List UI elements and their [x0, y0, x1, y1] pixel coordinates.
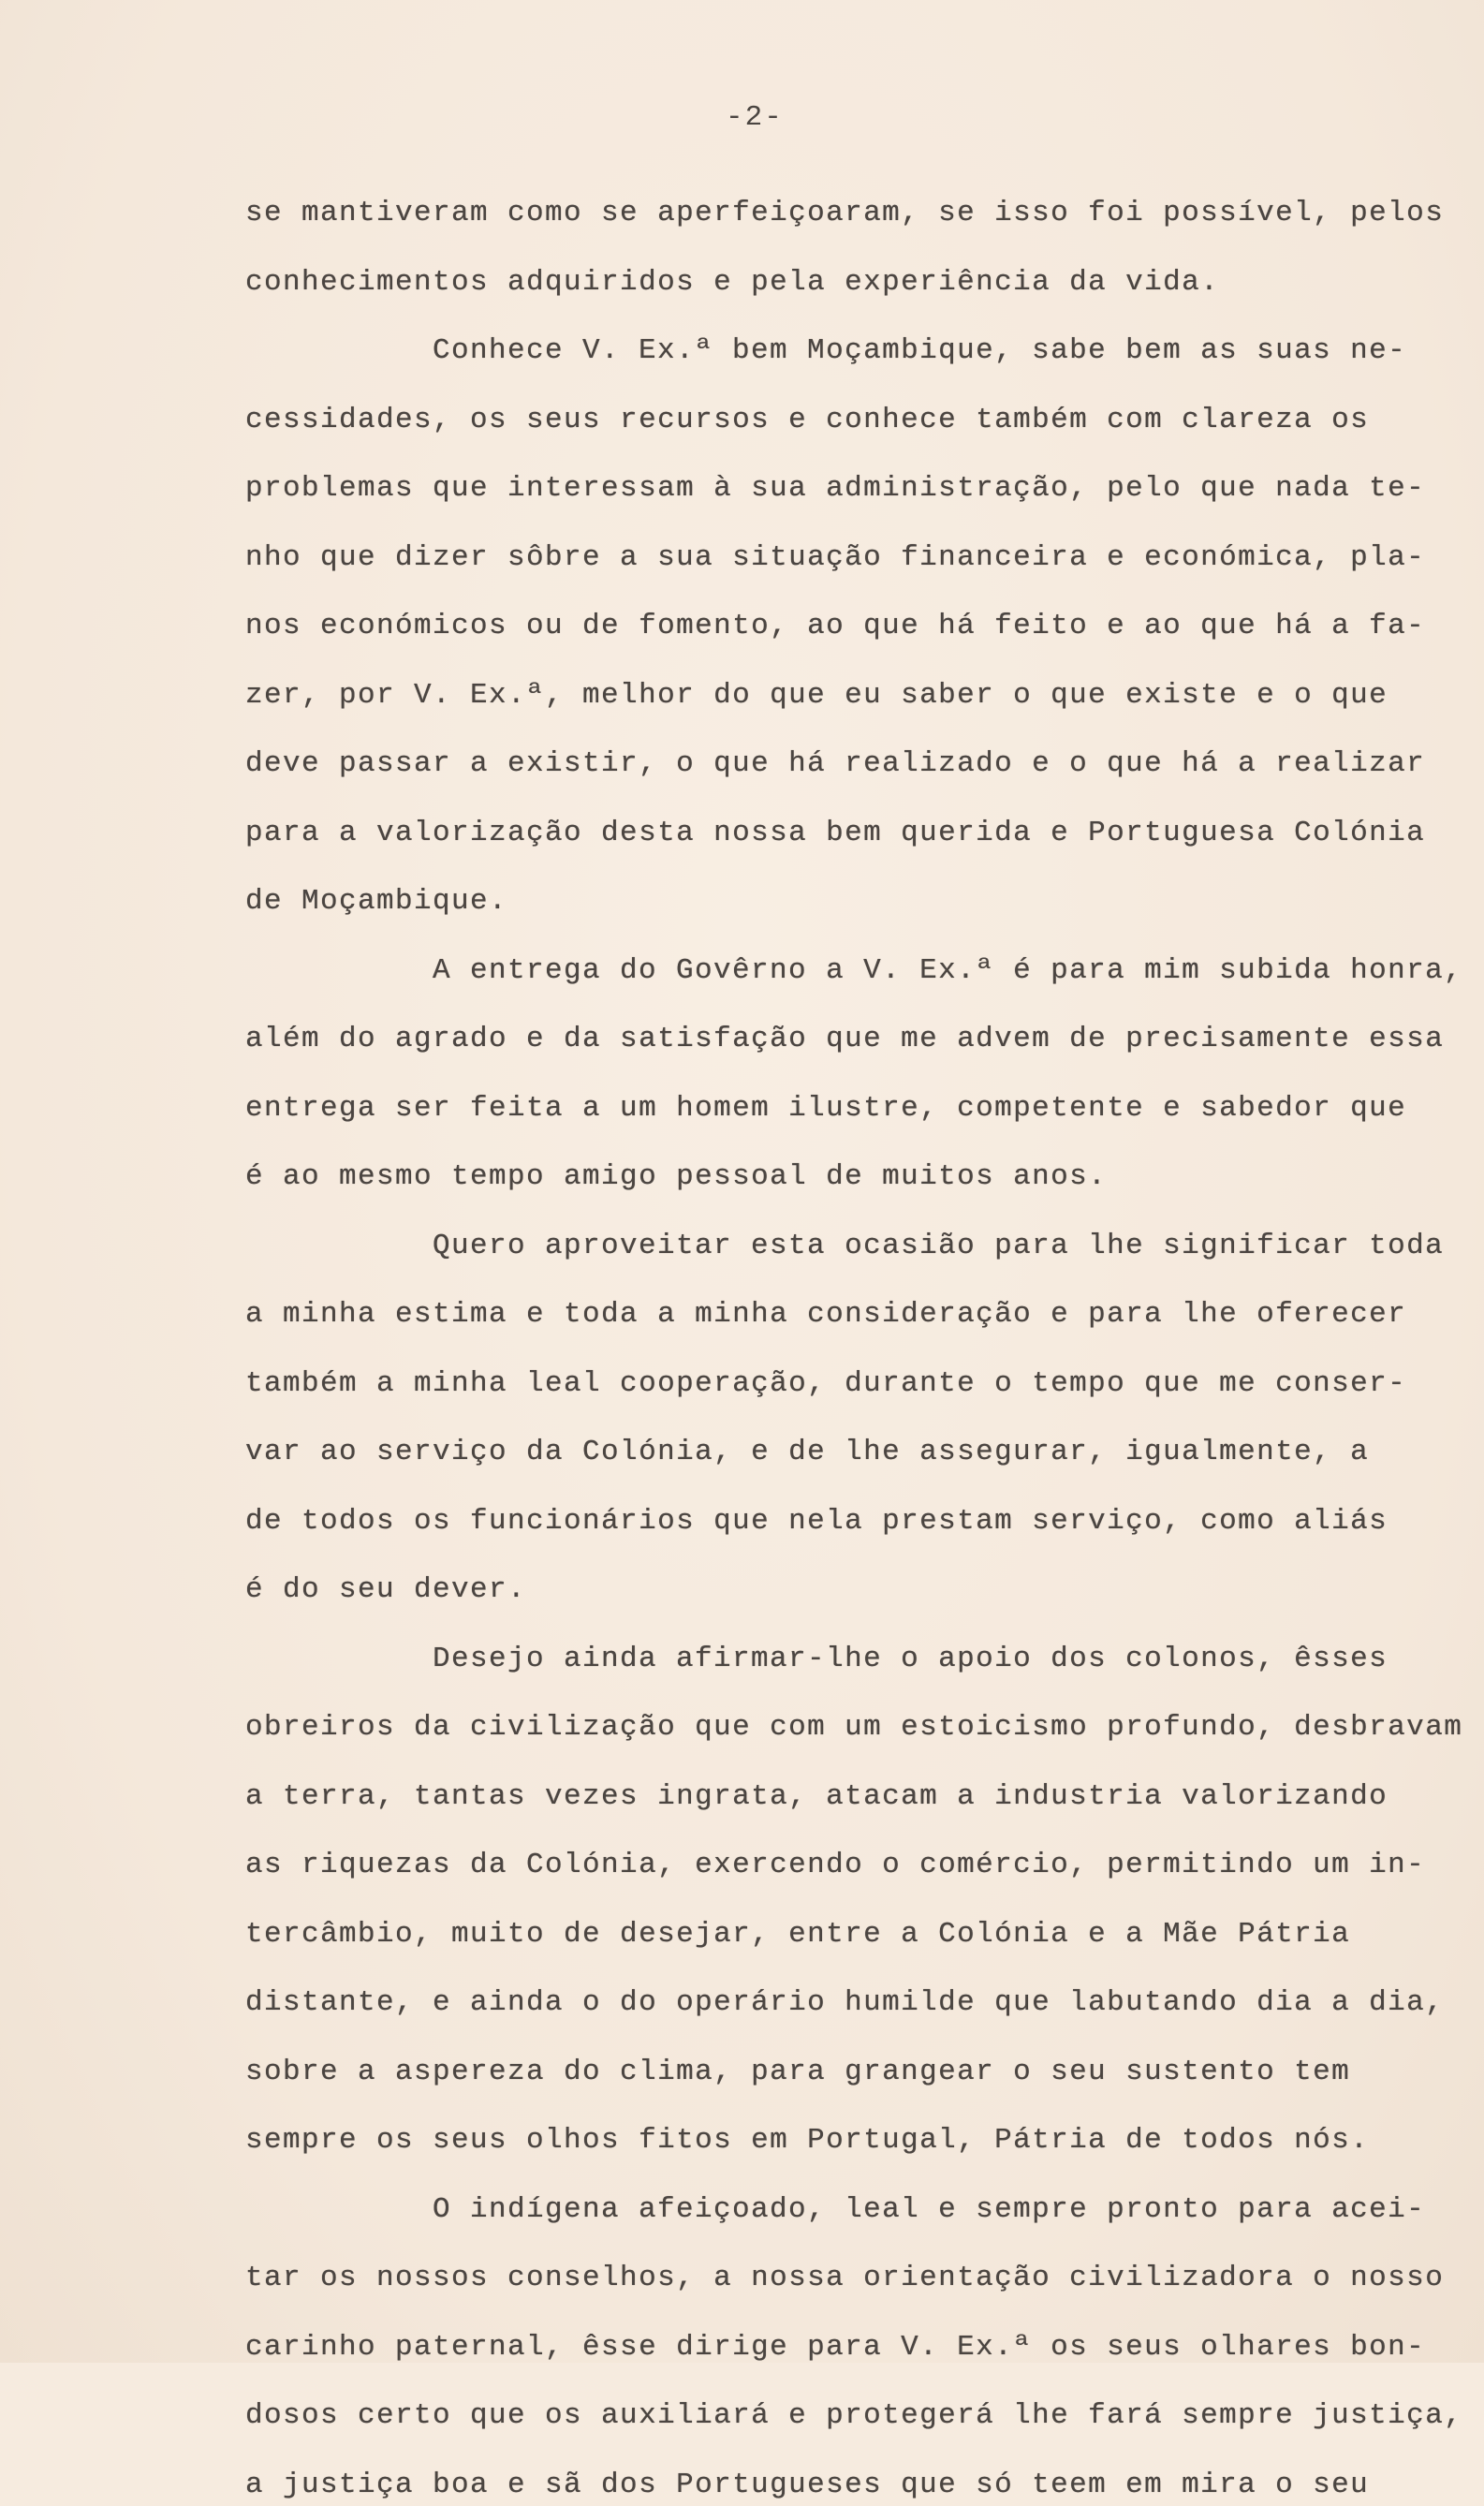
text-line: tar os nossos conselhos, a nossa orientação civilizadora o nosso: [245, 2262, 1445, 2294]
text-line: de todos os funcionários que nela prestam serviço, como aliás: [245, 1504, 1388, 1538]
text-line: para a valorização desta nossa bem querida e Portuguesa Colónia: [245, 816, 1426, 849]
text-line: nho que dizer sôbre a sua situação financeira e económica, pla-: [245, 540, 1426, 574]
text-line: sobre a aspereza do clima, para grangear o seu sustento tem: [245, 2055, 1351, 2088]
text-line: sempre os seus olhos fitos em Portugal, Pátria de todos nós.: [245, 2124, 1370, 2157]
text-line: a minha estima e toda a minha consideração e para lhe oferecer: [245, 1298, 1407, 1331]
text-line: a terra, tantas vezes ingrata, atacam a industria valorizando: [245, 1779, 1388, 1813]
text-line: conhecimentos adquiridos e pela experiência da vida.: [245, 265, 1220, 299]
text-line: Desejo ainda afirmar-lhe o apoio dos colonos, êsses: [433, 1642, 1388, 1675]
text-line: cessidades, os seus recursos e conhece também com clareza os: [245, 403, 1370, 436]
text-line: tercâmbio, muito de desejar, entre a Colónia e a Mãe Pátria: [245, 1917, 1351, 1951]
text-line: Conhece V. Ex.ª bem Moçambique, sabe bem as suas ne-: [433, 334, 1407, 367]
text-line: O indígena afeiçoado, leal e sempre pronto para acei-: [433, 2192, 1426, 2226]
text-line: nos económicos ou de fomento, ao que há feito e ao que há a fa-: [245, 610, 1426, 642]
text-line: var ao serviço da Colónia, e de lhe assegurar, igualmente, a: [245, 1436, 1370, 1468]
page-number: -2-: [726, 101, 784, 134]
text-line: Quero aproveitar esta ocasião para lhe significar toda: [433, 1229, 1445, 1262]
text-line: entrega ser feita a um homem ilustre, competente e sabedor que: [245, 1091, 1407, 1125]
text-line: se mantiveram como se aperfeiçoaram, se isso foi possível, pelos: [245, 197, 1445, 229]
text-line: obreiros da civilização que com um estoicismo profundo, desbravam: [245, 1711, 1463, 1744]
text-line: é ao mesmo tempo amigo pessoal de muitos anos.: [245, 1160, 1108, 1193]
text-line: A entrega do Govêrno a V. Ex.ª é para mim subida honra,: [433, 953, 1463, 987]
text-line: carinho paternal, êsse dirige para V. Ex.ª os seus olhares bon-: [245, 2330, 1426, 2364]
text-line: dosos certo que os auxiliará e protegerá lhe fará sempre justiça,: [245, 2399, 1463, 2432]
text-line: problemas que interessam à sua administração, pelo que nada te-: [245, 472, 1426, 505]
text-line: a justiça boa e sã dos Portugueses que só teem em mira o seu: [245, 2468, 1370, 2501]
text-line: distante, e ainda o do operário humilde que labutando dia a dia,: [245, 1986, 1445, 2019]
text-line: além do agrado e da satisfação que me advem de precisamente essa: [245, 1023, 1445, 1055]
text-line: zer, por V. Ex.ª, melhor do que eu saber o que existe e o que: [245, 678, 1388, 712]
text-line: de Moçambique.: [245, 885, 508, 918]
text-line: é do seu dever.: [245, 1573, 527, 1606]
text-line: também a minha leal cooperação, durante o tempo que me conser-: [245, 1366, 1407, 1400]
text-line: as riquezas da Colónia, exercendo o comércio, permitindo um in-: [245, 1849, 1426, 1881]
text-line: deve passar a existir, o que há realizado e o que há a realizar: [245, 747, 1426, 780]
